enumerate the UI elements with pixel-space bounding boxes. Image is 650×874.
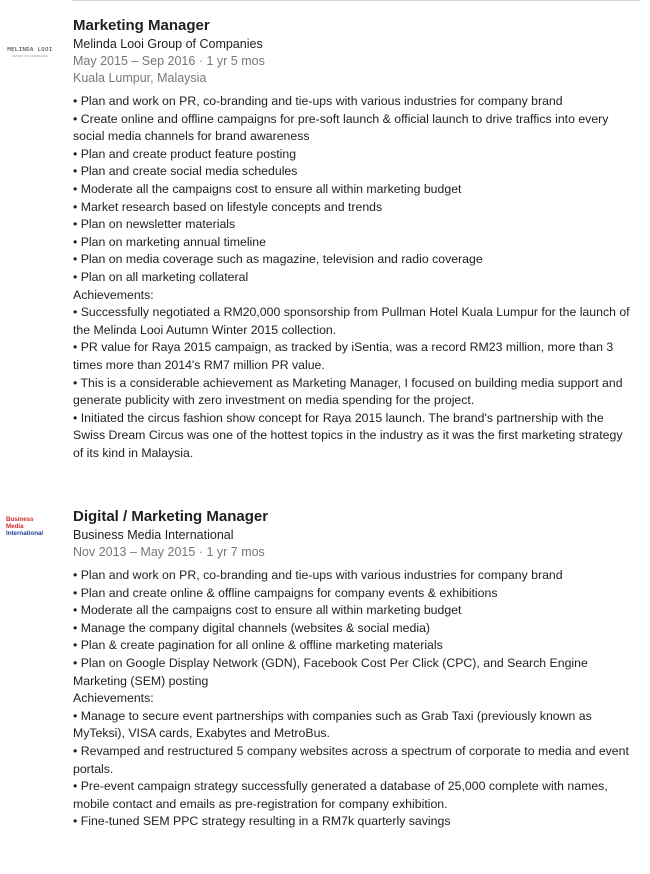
achievement: • Manage to secure event partnerships with companies such as Grab Taxi (previously known as MyTeksi), VISA cards, Exabytes and MetroBus. [73,708,592,741]
bullet: • Plan and create online & offline campaigns for company events & exhibitions [73,585,498,600]
bullet: • Plan on newsletter materials [73,217,236,232]
job-title: Marketing Manager [73,17,210,34]
bullet: • Create online and offline campaigns for pre-soft launch & official launch to drive traffics into every social media channels for brand awareness [73,111,609,144]
bullet: • Moderate all the campaigns cost to ensure all within marketing budget [73,603,462,618]
company-name[interactable]: Melinda Looi Group of Companies [73,37,263,51]
company-logo[interactable]: MELINDA LOOI GROUP OF COMPANIES [7,47,53,58]
job-title: Digital / Marketing Manager [73,508,269,525]
achievement: • This is a considerable achievement as Marketing Manager, I focused on building media support and generate publicity with zero investment on media spending for the project. [73,375,623,408]
divider [72,0,640,1]
achievements-heading: Achievements: [73,691,154,706]
company-name[interactable]: Business Media International [73,528,234,542]
date-range: May 2015 – Sep 2016 · 1 yr 5 mos [73,54,265,68]
job-description [73,567,633,831]
bullet: • Plan on Google Display Network (GDN), Facebook Cost Per Click (CPC), and Search Engine Marketing (SEM) posting [73,655,588,688]
bullet: • Plan and work on PR, co-branding and tie-ups with various industries for company brand [73,94,563,108]
bullet: • Plan & create pagination for all online & offline marketing materials [73,638,443,653]
location: Kuala Lumpur, Malaysia [73,71,207,85]
achievements-heading: Achievements: [73,287,154,302]
achievement: • PR value for Raya 2015 campaign, as tracked by iSentia, was a record RM23 million, more than 3 times more than 2014's RM7 million PR value. [73,340,614,372]
bullet: • Plan on marketing annual timeline [73,234,266,249]
achievement: • Pre-event campaign strategy successfully generated a database of 25,000 complete with names, mobile contact and emails as pre-registration for company exhibition. [73,779,608,811]
achievement: • Fine-tuned SEM PPC strategy resulting in a RM7k quarterly savings [73,814,451,829]
bullet: • Moderate all the campaigns cost to ensure all within marketing budget [73,181,462,196]
achievement: • Successfully negotiated a RM20,000 sponsorship from Pullman Hotel Kuala Lumpur for the launch of the Melinda Looi Autumn Winter 2015 collection. [73,305,630,337]
date-range: Nov 2013 – May 2015 · 1 yr 7 mos [73,545,265,559]
bullet: • Plan on all marketing collateral [73,269,249,284]
company-logo[interactable]: Business Media International [6,516,44,537]
bullet: • Plan on media coverage such as magazine, television and radio coverage [73,252,483,267]
bullet: • Plan and create product feature posting [73,146,297,161]
achievement: • Revamped and restructured 5 company websites across a spectrum of corporate to media and event portals. [73,743,629,776]
bullet: • Market research based on lifestyle concepts and trends [73,199,383,214]
bullet: • Plan and work on PR, co-branding and tie-ups with various industries for company brand [73,568,563,582]
bullet: • Plan and create social media schedules [73,164,298,179]
job-description [73,93,633,462]
bullet: • Manage the company digital channels (websites & social media) [73,620,431,635]
achievement: • Initiated the circus fashion show concept for Raya 2015 launch. The brand's partnership with the Swiss Dream Circus was one of the hottest topics in the industry as it was the first marketing strategy of its kind in Malaysia. [73,410,623,460]
